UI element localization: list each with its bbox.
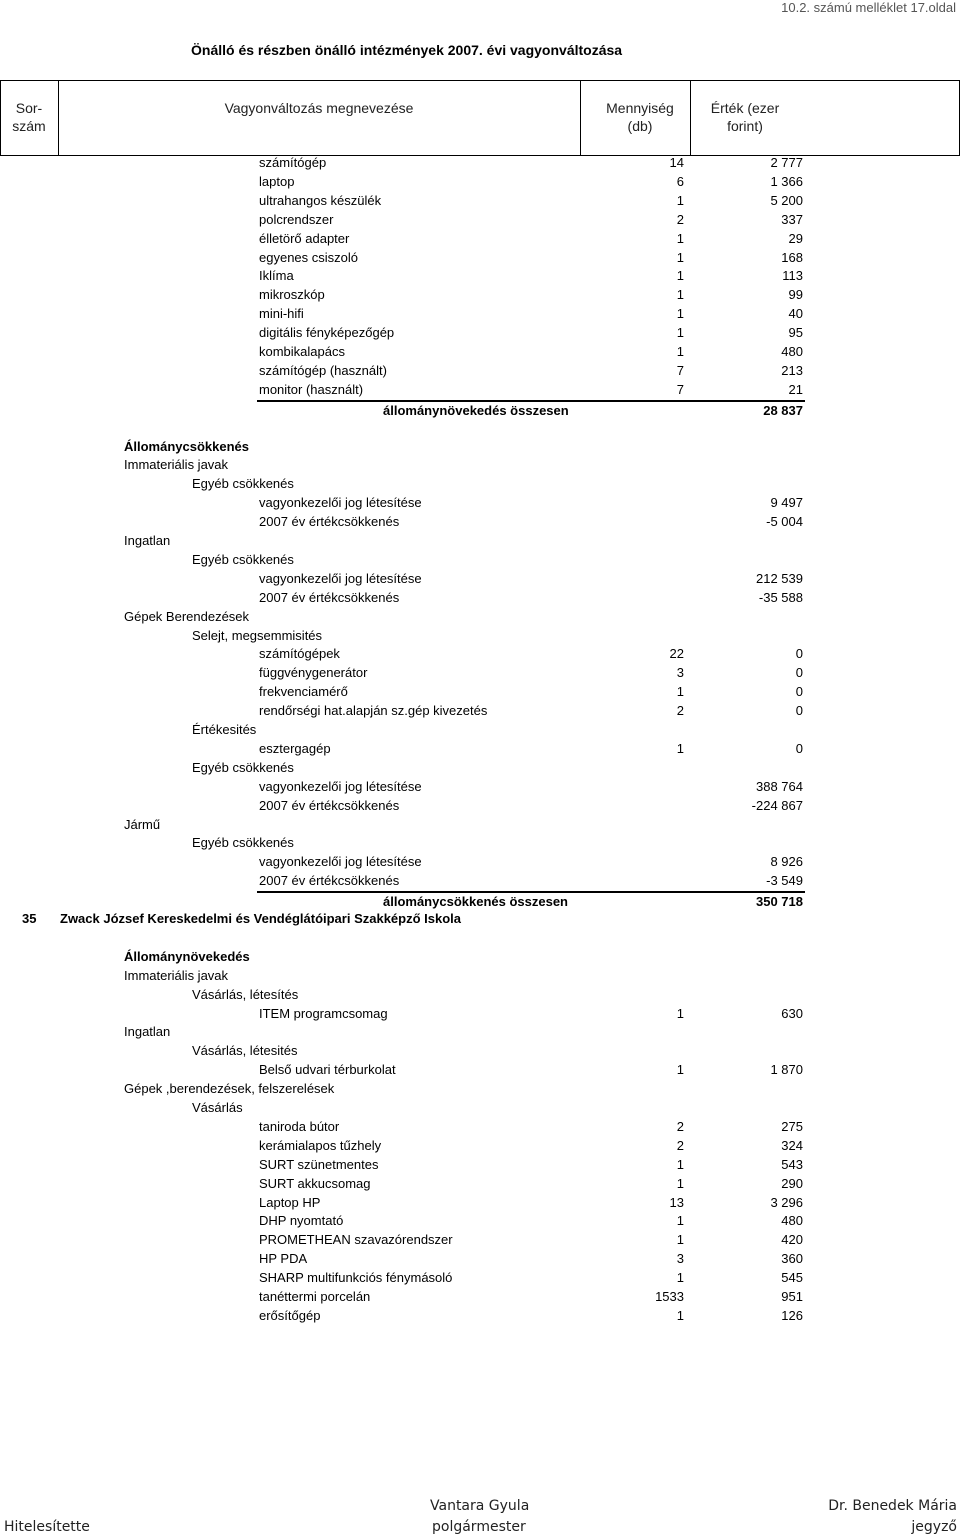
item-value: 113 (782, 268, 803, 284)
change-type-label: Egyéb csökkenés (192, 551, 294, 567)
footer-mayor-role: polgármester (432, 1519, 526, 1535)
item-label: rendőrségi hat.alapján sz.gép kivezetés (259, 703, 488, 719)
total-label: állománycsökkenés összesen (383, 894, 568, 910)
institution-number: 35 (22, 911, 37, 926)
item-label: SURT akkucsomag (259, 1175, 371, 1191)
item-label: SURT szünetmentes (259, 1156, 379, 1172)
item-label: taniroda bútor (259, 1118, 340, 1134)
item-value: 951 (781, 1289, 803, 1304)
total-value: 28 837 (763, 402, 803, 418)
item-label: SHARP multifunkciós fénymásoló (259, 1270, 453, 1286)
item-quantity: 3 (676, 665, 684, 681)
item-label: mini-hifi (259, 306, 304, 322)
item-value: 545 (781, 1270, 803, 1286)
change-type-label: Vásárlás (192, 1100, 243, 1115)
item-label: DHP nyomtató (259, 1213, 344, 1229)
item-label: 2007 év értékcsökkenés (259, 873, 400, 889)
item-label: frekvenciamérő (259, 684, 348, 700)
item-value: 5 200 (770, 192, 803, 208)
asset-group-label: Ingatlan (124, 533, 171, 548)
item-label: digitális fényképezőgép (259, 325, 395, 341)
column-header-ertek: Érték (ezer forint) (710, 100, 780, 134)
change-type-label: Értékesités (192, 722, 257, 737)
column-header-sorszam: Sor- szám (12, 100, 46, 134)
item-quantity: 14 (669, 155, 684, 170)
asset-group-label: Ingatlan (124, 1024, 171, 1040)
change-type-label: Vásárlás, létesítés (192, 986, 299, 1002)
item-value: 480 (781, 1213, 803, 1229)
item-quantity: 1 (676, 287, 684, 303)
item-quantity: 1 (676, 344, 684, 359)
item-quantity: 1533 (655, 1289, 684, 1304)
change-type-label: Egyéb csökkenés (192, 759, 294, 775)
item-value: -5 004 (766, 514, 803, 530)
item-value: 29 (788, 230, 803, 246)
item-quantity: 3 (676, 1251, 684, 1267)
item-label: számítógépek (259, 646, 340, 662)
item-quantity: 7 (676, 362, 684, 378)
item-quantity: 1 (676, 1156, 684, 1172)
total-separator-line (257, 891, 805, 893)
item-label: élletörő adapter (259, 230, 350, 246)
item-label: tanéttermi porcelán (259, 1289, 371, 1304)
item-quantity: 1 (676, 325, 684, 341)
item-label: Laptop HP (259, 1194, 321, 1210)
asset-group-label: Immateriális javak (124, 457, 229, 473)
item-value: 40 (788, 306, 803, 322)
institution-name: Zwack József Kereskedelmi és Vendéglátóipari Szakképző Iskola (60, 911, 462, 926)
item-label: 2007 év értékcsökkenés (259, 797, 400, 813)
footer-notary-role: jegyző (911, 1519, 957, 1535)
item-label: vagyonkezelői jog létesítése (259, 570, 422, 586)
item-value: 275 (781, 1118, 803, 1134)
item-quantity: 1 (676, 684, 684, 700)
asset-group-label: Gépek ,berendezések, felszerelések (124, 1081, 335, 1097)
asset-group-label: Gépek Berendezések (124, 608, 250, 624)
item-value: 420 (781, 1232, 803, 1248)
item-quantity: 2 (676, 211, 684, 227)
item-value: 0 (795, 740, 803, 756)
item-value: 9 497 (770, 495, 803, 511)
item-quantity: 1 (676, 230, 684, 246)
item-label: számítógép (259, 155, 327, 170)
item-label: kerámialapos tűzhely (259, 1137, 382, 1153)
item-label: esztergagép (259, 740, 331, 756)
item-value: 324 (781, 1137, 803, 1153)
item-quantity: 1 (676, 1175, 684, 1191)
item-value: 630 (781, 1005, 803, 1021)
item-label: számítógép (használt) (259, 362, 387, 378)
column-header-mennyiseg: Mennyiség (db) (606, 100, 674, 134)
item-value: -3 549 (766, 873, 803, 889)
change-type-label: Egyéb csökkenés (192, 476, 294, 492)
item-value: 360 (781, 1251, 803, 1267)
item-label: PROMETHEAN szavazórendszer (259, 1232, 453, 1248)
footer-notary-name: Dr. Benedek Mária (828, 1498, 957, 1514)
item-label: mikroszkóp (259, 287, 325, 303)
item-value: 0 (795, 665, 803, 681)
item-label: 2007 év értékcsökkenés (259, 514, 400, 530)
item-value: 290 (781, 1175, 803, 1191)
item-quantity: 1 (676, 1307, 684, 1323)
item-label: Belső udvari térburkolat (259, 1062, 396, 1078)
item-value: 8 926 (770, 854, 803, 870)
annex-reference: 10.2. számú melléklet 17.oldal (781, 0, 956, 15)
item-label: polcrendszer (259, 211, 334, 227)
section-heading: Állománynövekedés (124, 948, 250, 964)
item-quantity: 2 (676, 1137, 684, 1153)
item-quantity: 1 (676, 1213, 684, 1229)
item-value: 213 (781, 362, 803, 378)
page-title: Önálló és részben önálló intézmények 2007. évi vagyonváltozása (191, 42, 623, 58)
item-quantity: 1 (676, 1232, 684, 1248)
footer-certified-label: Hitelesítette (4, 1519, 90, 1535)
item-label: Iklíma (259, 268, 294, 284)
total-label: állománynövekedés összesen (383, 402, 569, 418)
item-quantity: 22 (669, 646, 684, 662)
item-value: 543 (781, 1156, 803, 1172)
item-label: HP PDA (259, 1251, 308, 1267)
item-label: vagyonkezelői jog létesítése (259, 854, 422, 870)
item-quantity: 2 (676, 1118, 684, 1134)
change-type-label: Vásárlás, létesités (192, 1043, 298, 1059)
item-label: vagyonkezelői jog létesítése (259, 778, 422, 794)
asset-group-label: Jármű (124, 816, 161, 832)
item-quantity: 1 (676, 1270, 684, 1286)
change-type-label: Selejt, megsemmisités (192, 627, 323, 643)
item-value: 2 777 (770, 155, 803, 170)
item-value: -35 588 (758, 589, 803, 605)
item-label: függvénygenerátor (259, 665, 368, 681)
item-label: ultrahangos készülék (259, 192, 382, 208)
item-value: 126 (781, 1307, 803, 1323)
item-value: 3 296 (770, 1194, 803, 1210)
item-label: monitor (használt) (259, 381, 364, 397)
total-separator-line (257, 400, 805, 402)
asset-group-label: Immateriális javak (124, 967, 229, 983)
item-label: 2007 év értékcsökkenés (259, 589, 400, 605)
section-heading: Állománycsökkenés (124, 438, 250, 454)
item-value: 337 (781, 211, 803, 227)
item-label: egyenes csiszoló (259, 249, 358, 265)
item-value: 21 (788, 381, 803, 397)
item-value: 168 (781, 249, 803, 265)
item-quantity: 1 (676, 249, 684, 265)
item-value: 1 870 (770, 1062, 803, 1078)
item-label: vagyonkezelői jog létesítése (259, 495, 422, 511)
item-value: 388 764 (756, 778, 803, 794)
item-value: 0 (795, 646, 803, 662)
item-value: 1 366 (770, 173, 803, 189)
item-label: ITEM programcsomag (259, 1005, 388, 1021)
item-quantity: 2 (676, 703, 684, 719)
item-value: 0 (795, 703, 803, 719)
change-type-label: Egyéb csökkenés (192, 835, 294, 851)
item-value: 480 (781, 344, 803, 359)
item-quantity: 1 (676, 1005, 684, 1021)
item-label: kombikalapács (259, 344, 345, 359)
item-quantity: 1 (676, 740, 684, 756)
column-header-megnevezes: Vagyonváltozás megnevezése (224, 100, 414, 116)
item-quantity: 13 (669, 1194, 684, 1210)
item-quantity: 1 (676, 268, 684, 284)
item-quantity: 1 (676, 306, 684, 322)
item-label: laptop (259, 173, 295, 189)
item-quantity: 6 (676, 173, 684, 189)
item-label: erősítőgép (259, 1307, 321, 1323)
item-value: -224 867 (751, 797, 803, 813)
item-value: 212 539 (756, 570, 803, 586)
item-value: 95 (788, 325, 803, 341)
item-value: 0 (795, 684, 803, 700)
item-quantity: 1 (676, 1062, 684, 1078)
item-quantity: 1 (676, 192, 684, 208)
total-value: 350 718 (756, 894, 803, 910)
item-value: 99 (788, 287, 803, 303)
footer-mayor-name: Vantara Gyula (430, 1498, 530, 1514)
item-quantity: 7 (676, 381, 684, 397)
